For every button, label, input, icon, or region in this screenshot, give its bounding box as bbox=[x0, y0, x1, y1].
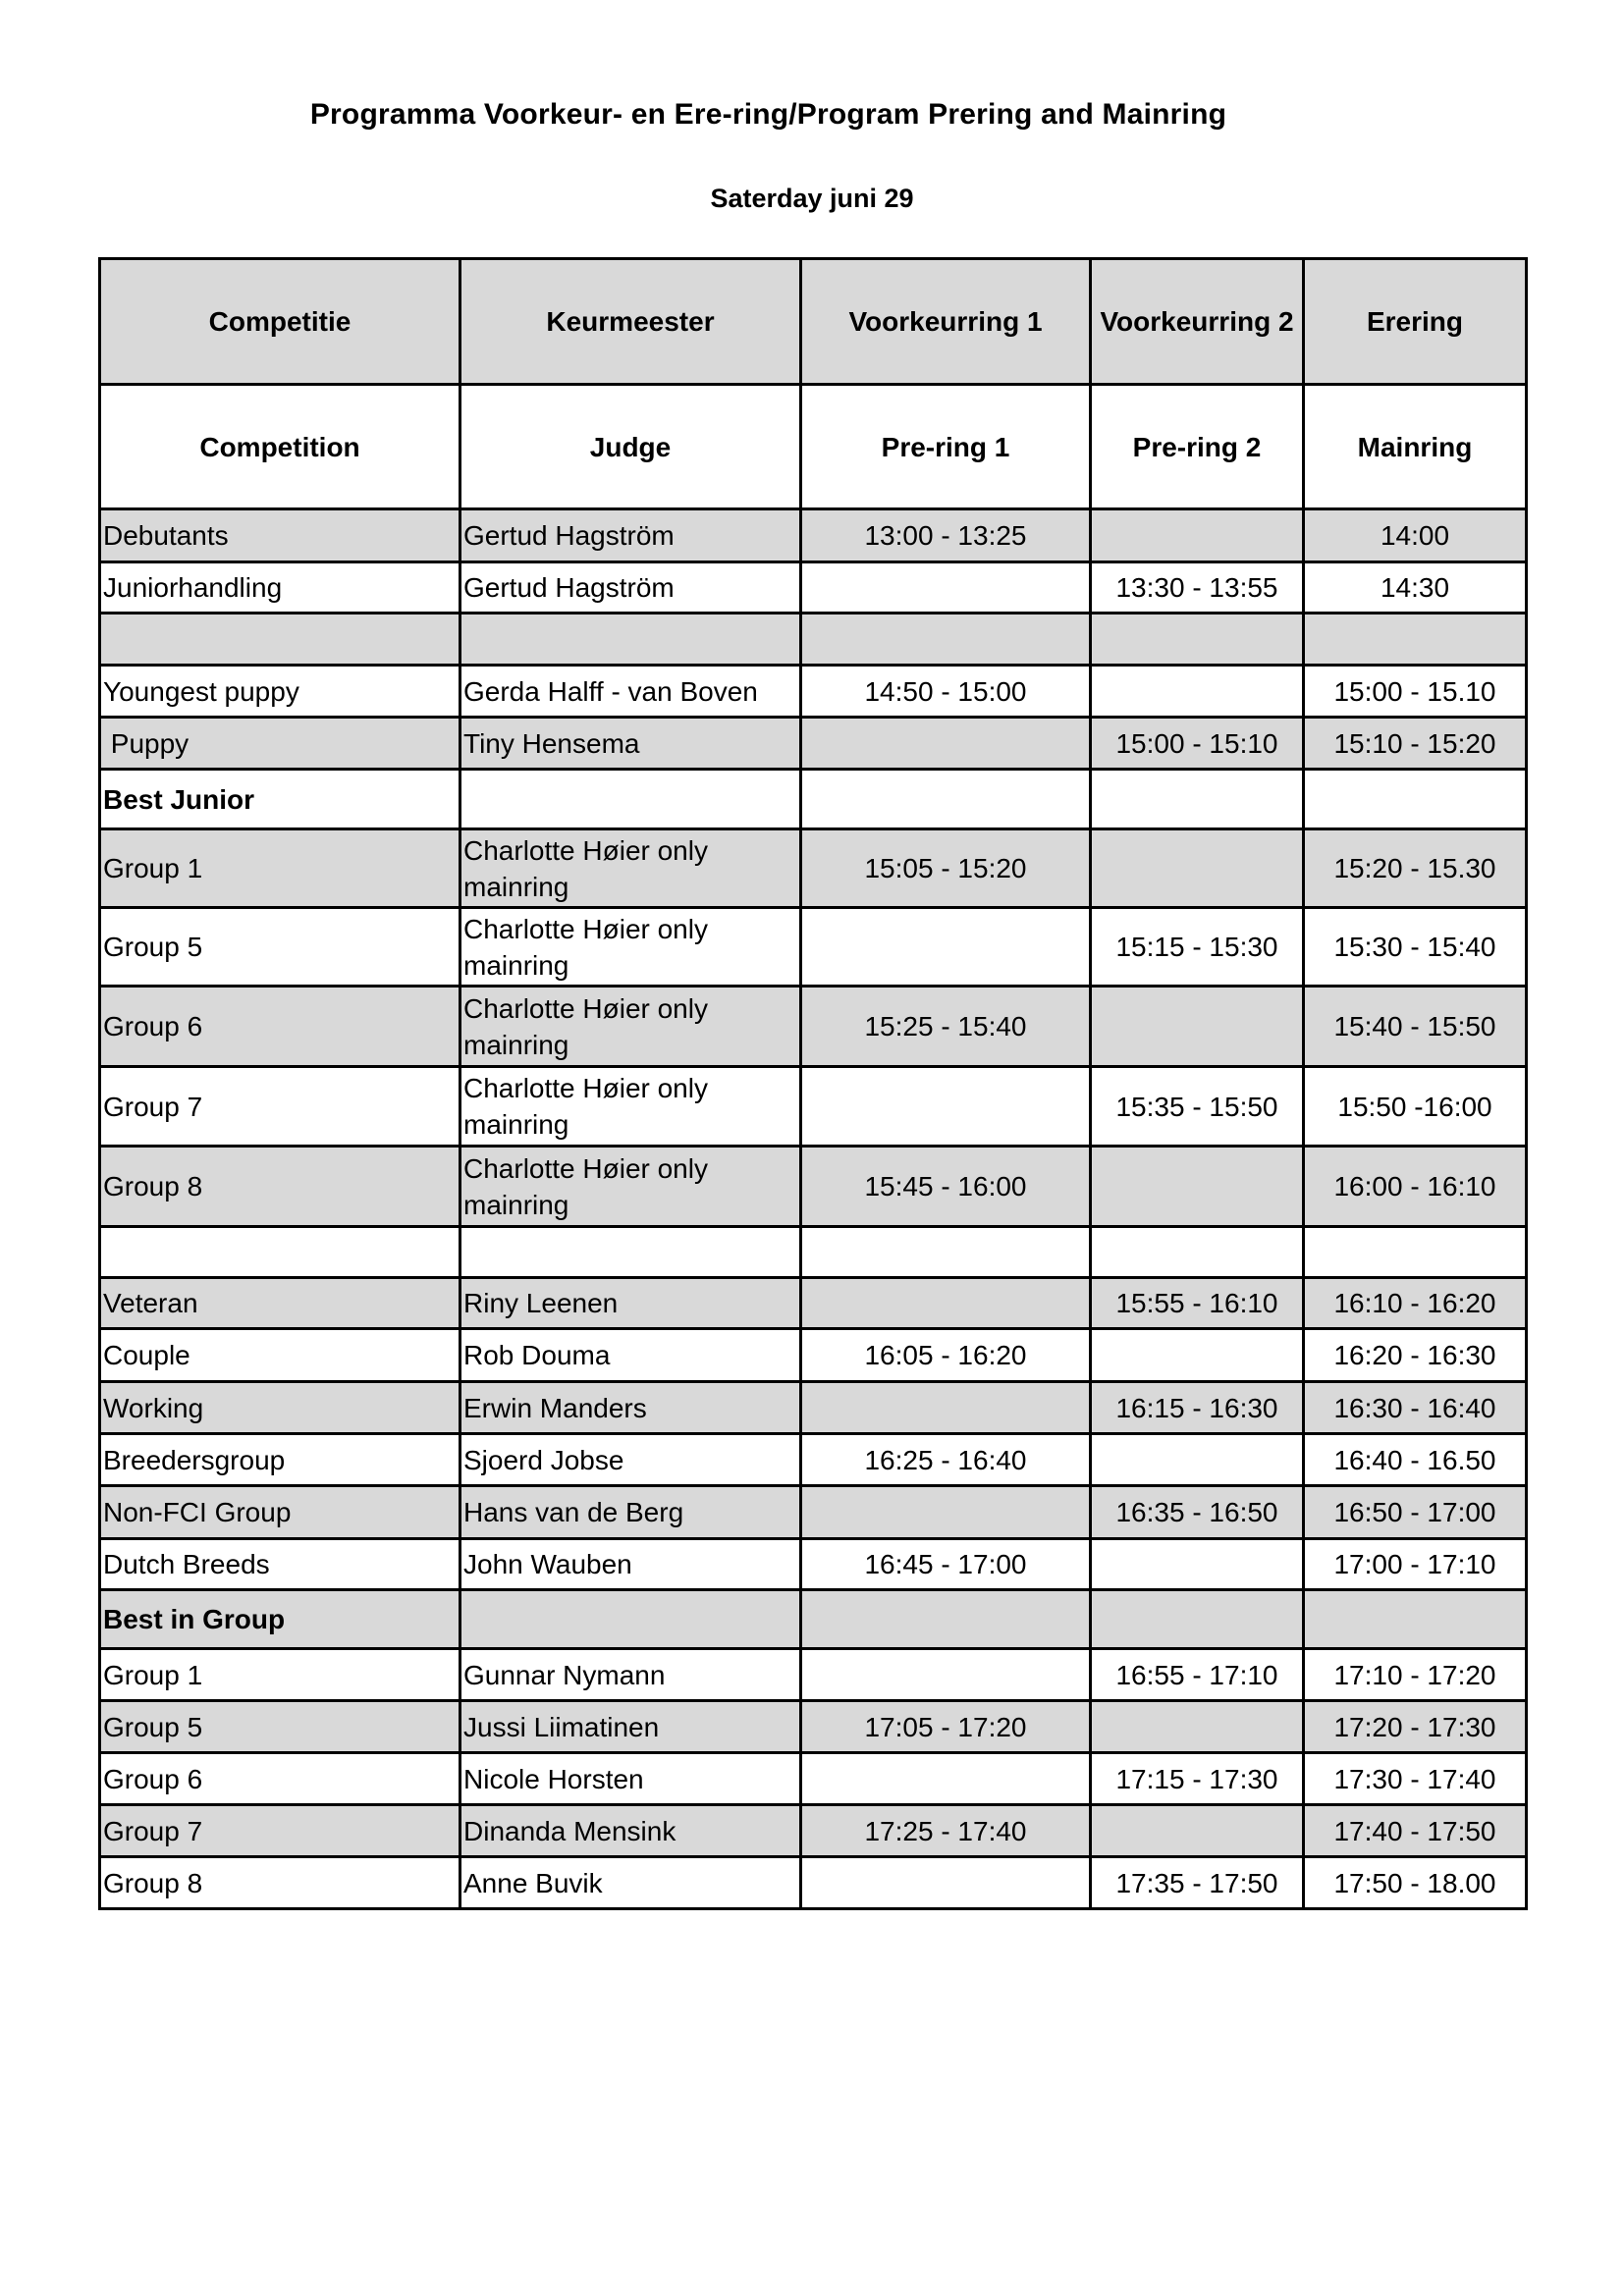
mainring-cell: 17:50 - 18.00 bbox=[1304, 1857, 1527, 1909]
mainring-cell bbox=[1304, 1227, 1527, 1278]
mainring-cell: 17:20 - 17:30 bbox=[1304, 1701, 1527, 1753]
table-row bbox=[100, 1227, 1527, 1278]
judge-cell: Gerda Halff - van Boven bbox=[460, 666, 801, 718]
prering1-cell bbox=[801, 562, 1091, 614]
prering1-cell: 13:00 - 13:25 bbox=[801, 509, 1091, 562]
prering2-cell bbox=[1091, 614, 1304, 666]
prering2-cell: 17:35 - 17:50 bbox=[1091, 1857, 1304, 1909]
competition-cell: Non-FCI Group bbox=[100, 1486, 460, 1539]
mainring-cell: 17:00 - 17:10 bbox=[1304, 1539, 1527, 1590]
competition-cell: Group 7 bbox=[100, 1805, 460, 1857]
competition-cell: Juniorhandling bbox=[100, 562, 460, 614]
schedule-table bbox=[98, 257, 1528, 1910]
judge-cell bbox=[460, 1227, 801, 1278]
table-row bbox=[100, 1701, 1527, 1753]
table-row bbox=[100, 1539, 1527, 1590]
table-row bbox=[100, 614, 1527, 666]
competition-cell: Breedersgroup bbox=[100, 1434, 460, 1486]
competition-cell bbox=[100, 614, 460, 666]
mainring-cell bbox=[1304, 1590, 1527, 1649]
prering2-cell: 16:15 - 16:30 bbox=[1091, 1382, 1304, 1434]
section-header-row bbox=[100, 1590, 1527, 1649]
table-row bbox=[100, 1805, 1527, 1857]
mainring-cell: 15:30 - 15:40 bbox=[1304, 908, 1527, 987]
judge-cell: John Wauben bbox=[460, 1539, 801, 1590]
mainring-cell: 17:40 - 17:50 bbox=[1304, 1805, 1527, 1857]
prering1-cell bbox=[801, 1382, 1091, 1434]
table-row bbox=[100, 829, 1527, 908]
competition-cell: Group 5 bbox=[100, 1701, 460, 1753]
prering2-cell bbox=[1091, 1701, 1304, 1753]
competition-cell: Group 1 bbox=[100, 1649, 460, 1701]
prering2-cell bbox=[1091, 1434, 1304, 1486]
header-cell: Judge bbox=[460, 385, 801, 509]
competition-cell: Group 7 bbox=[100, 1067, 460, 1147]
competition-cell: Puppy bbox=[100, 718, 460, 770]
prering1-cell: 17:05 - 17:20 bbox=[801, 1701, 1091, 1753]
prering2-cell bbox=[1091, 1227, 1304, 1278]
table-row bbox=[100, 509, 1527, 562]
table-row bbox=[100, 1278, 1527, 1329]
prering2-cell bbox=[1091, 1147, 1304, 1227]
competition-cell: Veteran bbox=[100, 1278, 460, 1329]
table-row bbox=[100, 1486, 1527, 1539]
header-cell: Erering bbox=[1304, 259, 1527, 385]
competition-cell: Best Junior bbox=[100, 770, 460, 829]
competition-cell: Debutants bbox=[100, 509, 460, 562]
mainring-cell: 16:30 - 16:40 bbox=[1304, 1382, 1527, 1434]
header-row-english bbox=[100, 385, 1527, 509]
table-row bbox=[100, 666, 1527, 718]
mainring-cell: 16:20 - 16:30 bbox=[1304, 1329, 1527, 1382]
prering1-cell: 14:50 - 15:00 bbox=[801, 666, 1091, 718]
judge-cell bbox=[460, 770, 801, 829]
mainring-cell bbox=[1304, 770, 1527, 829]
judge-cell: Charlotte Høier only mainring bbox=[460, 908, 801, 987]
header-cell: Pre-ring 2 bbox=[1091, 385, 1304, 509]
mainring-cell: 16:00 - 16:10 bbox=[1304, 1147, 1527, 1227]
prering2-cell: 15:35 - 15:50 bbox=[1091, 1067, 1304, 1147]
prering1-cell bbox=[801, 770, 1091, 829]
competition-cell: Group 8 bbox=[100, 1857, 460, 1909]
judge-cell: Jussi Liimatinen bbox=[460, 1701, 801, 1753]
prering1-cell: 15:05 - 15:20 bbox=[801, 829, 1091, 908]
prering1-cell bbox=[801, 1278, 1091, 1329]
judge-cell: Erwin Manders bbox=[460, 1382, 801, 1434]
judge-cell: Dinanda Mensink bbox=[460, 1805, 801, 1857]
prering1-cell bbox=[801, 1753, 1091, 1805]
prering1-cell bbox=[801, 1590, 1091, 1649]
judge-cell: Charlotte Høier only mainring bbox=[460, 987, 801, 1067]
table-row bbox=[100, 1753, 1527, 1805]
prering1-cell: 16:05 - 16:20 bbox=[801, 1329, 1091, 1382]
mainring-cell: 15:20 - 15.30 bbox=[1304, 829, 1527, 908]
prering2-cell: 17:15 - 17:30 bbox=[1091, 1753, 1304, 1805]
judge-cell: Riny Leenen bbox=[460, 1278, 801, 1329]
prering2-cell bbox=[1091, 1590, 1304, 1649]
mainring-cell: 16:50 - 17:00 bbox=[1304, 1486, 1527, 1539]
header-cell: Voorkeurring 1 bbox=[801, 259, 1091, 385]
mainring-cell: 15:50 -16:00 bbox=[1304, 1067, 1527, 1147]
header-row-dutch bbox=[100, 259, 1527, 385]
competition-cell: Working bbox=[100, 1382, 460, 1434]
prering1-cell bbox=[801, 908, 1091, 987]
competition-cell: Dutch Breeds bbox=[100, 1539, 460, 1590]
prering2-cell: 15:15 - 15:30 bbox=[1091, 908, 1304, 987]
prering1-cell bbox=[801, 1486, 1091, 1539]
header-cell: Voorkeurring 2 bbox=[1091, 259, 1304, 385]
competition-cell: Group 5 bbox=[100, 908, 460, 987]
table-row bbox=[100, 1329, 1527, 1382]
prering1-cell bbox=[801, 1227, 1091, 1278]
prering2-cell: 16:35 - 16:50 bbox=[1091, 1486, 1304, 1539]
header-cell: Mainring bbox=[1304, 385, 1527, 509]
prering1-cell: 15:25 - 15:40 bbox=[801, 987, 1091, 1067]
judge-cell: Tiny Hensema bbox=[460, 718, 801, 770]
table-row bbox=[100, 987, 1527, 1067]
prering2-cell: 13:30 - 13:55 bbox=[1091, 562, 1304, 614]
header-cell: Pre-ring 1 bbox=[801, 385, 1091, 509]
prering2-cell: 16:55 - 17:10 bbox=[1091, 1649, 1304, 1701]
prering1-cell: 15:45 - 16:00 bbox=[801, 1147, 1091, 1227]
header-cell: Competition bbox=[100, 385, 460, 509]
prering1-cell bbox=[801, 1857, 1091, 1909]
competition-cell: Group 8 bbox=[100, 1147, 460, 1227]
prering2-cell bbox=[1091, 1329, 1304, 1382]
prering2-cell bbox=[1091, 1539, 1304, 1590]
judge-cell: Charlotte Høier only mainring bbox=[460, 829, 801, 908]
judge-cell: Sjoerd Jobse bbox=[460, 1434, 801, 1486]
date-subtitle: Saterday juni 29 bbox=[710, 184, 914, 213]
mainring-cell bbox=[1304, 614, 1527, 666]
table-row bbox=[100, 1434, 1527, 1486]
prering1-cell: 16:45 - 17:00 bbox=[801, 1539, 1091, 1590]
competition-cell: Group 6 bbox=[100, 987, 460, 1067]
prering2-cell bbox=[1091, 770, 1304, 829]
judge-cell: Charlotte Høier only mainring bbox=[460, 1067, 801, 1147]
table-row bbox=[100, 908, 1527, 987]
mainring-cell: 17:30 - 17:40 bbox=[1304, 1753, 1527, 1805]
competition-cell: Group 1 bbox=[100, 829, 460, 908]
prering1-cell bbox=[801, 1067, 1091, 1147]
judge-cell: Gertud Hagström bbox=[460, 509, 801, 562]
prering2-cell: 15:55 - 16:10 bbox=[1091, 1278, 1304, 1329]
mainring-cell: 15:00 - 15.10 bbox=[1304, 666, 1527, 718]
prering1-cell: 16:25 - 16:40 bbox=[801, 1434, 1091, 1486]
competition-cell: Group 6 bbox=[100, 1753, 460, 1805]
table-row bbox=[100, 562, 1527, 614]
prering1-cell bbox=[801, 718, 1091, 770]
judge-cell: Hans van de Berg bbox=[460, 1486, 801, 1539]
judge-cell bbox=[460, 1590, 801, 1649]
header-cell: Competitie bbox=[100, 259, 460, 385]
table-row bbox=[100, 1147, 1527, 1227]
judge-cell: Charlotte Høier only mainring bbox=[460, 1147, 801, 1227]
judge-cell: Gertud Hagström bbox=[460, 562, 801, 614]
prering1-cell bbox=[801, 614, 1091, 666]
competition-cell: Couple bbox=[100, 1329, 460, 1382]
header-cell: Keurmeester bbox=[460, 259, 801, 385]
competition-cell bbox=[100, 1227, 460, 1278]
mainring-cell: 17:10 - 17:20 bbox=[1304, 1649, 1527, 1701]
prering2-cell bbox=[1091, 987, 1304, 1067]
judge-cell: Gunnar Nymann bbox=[460, 1649, 801, 1701]
judge-cell: Anne Buvik bbox=[460, 1857, 801, 1909]
competition-cell: Youngest puppy bbox=[100, 666, 460, 718]
judge-cell: Nicole Horsten bbox=[460, 1753, 801, 1805]
table-row bbox=[100, 1382, 1527, 1434]
prering2-cell bbox=[1091, 666, 1304, 718]
prering1-cell bbox=[801, 1649, 1091, 1701]
mainring-cell: 15:10 - 15:20 bbox=[1304, 718, 1527, 770]
table-row bbox=[100, 1649, 1527, 1701]
table-row bbox=[100, 1857, 1527, 1909]
prering2-cell bbox=[1091, 1805, 1304, 1857]
table-row bbox=[100, 718, 1527, 770]
prering2-cell: 15:00 - 15:10 bbox=[1091, 718, 1304, 770]
mainring-cell: 14:30 bbox=[1304, 562, 1527, 614]
mainring-cell: 14:00 bbox=[1304, 509, 1527, 562]
prering2-cell bbox=[1091, 829, 1304, 908]
page-title: Programma Voorkeur- en Ere-ring/Program Prering and Mainring bbox=[309, 98, 1227, 131]
mainring-cell: 16:40 - 16.50 bbox=[1304, 1434, 1527, 1486]
prering2-cell bbox=[1091, 509, 1304, 562]
mainring-cell: 16:10 - 16:20 bbox=[1304, 1278, 1527, 1329]
judge-cell: Rob Douma bbox=[460, 1329, 801, 1382]
competition-cell: Best in Group bbox=[100, 1590, 460, 1649]
judge-cell bbox=[460, 614, 801, 666]
mainring-cell: 15:40 - 15:50 bbox=[1304, 987, 1527, 1067]
prering1-cell: 17:25 - 17:40 bbox=[801, 1805, 1091, 1857]
section-header-row bbox=[100, 770, 1527, 829]
table-row bbox=[100, 1067, 1527, 1147]
